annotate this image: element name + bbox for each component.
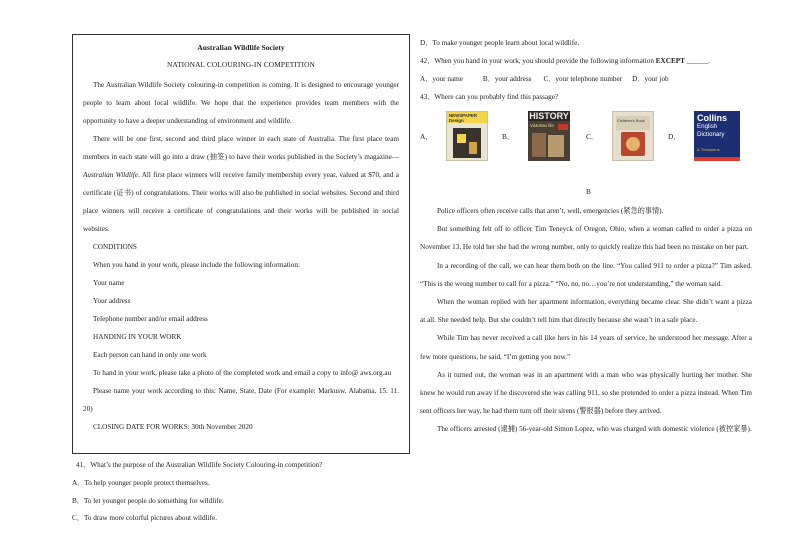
history-magazine-cover-image [528, 111, 570, 161]
passage-b-paragraph-1: Police officers often receive calls that aren’t, well, emergencies (紧急的事情). [437, 207, 664, 215]
question-43-option-b[interactable] [502, 111, 570, 161]
article-paragraph-1: The Australian Wildlife Society colouring-in competition is coming. It is designed to encourage younger people to learn about local wildlife. We hope that the experience provides team members with the opportunity to have a deeper understanding of environment and wildlife. [83, 81, 399, 125]
question-42-option-a[interactable]: A．your name [420, 75, 463, 83]
info-item-name: Your name [93, 279, 125, 287]
cover-d-brand: Collins [697, 113, 728, 123]
info-item-address: Your address [93, 297, 131, 305]
question-42-stem [420, 55, 752, 67]
passage-b-paragraph-4: When the woman replied with her apartment information, everything became clear. She didn’t want a pizza at all. She needed help. But she couldn’t tell him that directly because she wasn’t in a safe place. [420, 298, 752, 325]
section-b-passage [420, 202, 752, 439]
conditions-heading: CONDITIONS [93, 243, 137, 251]
article-subtitle: NATIONAL COLOURING-IN COMPETITION [167, 60, 315, 69]
info-item-contact: Telephone number and/or email address [93, 315, 208, 323]
cover-b-title: HISTORY [529, 111, 569, 121]
handing-heading: HANDING IN YOUR WORK [93, 333, 182, 341]
option-c-label: C． [586, 131, 599, 141]
question-41-option-b[interactable]: B．To let younger people do something for wildlife. [72, 497, 224, 505]
question-43-stem: 43．Where can you probably find this passage? [420, 93, 559, 101]
hand-rule-1: Each person can hand in only one work [93, 351, 207, 359]
cover-b-subtitle: Victorian life [530, 123, 554, 128]
option-d-label: D． [668, 131, 681, 141]
question-43-option-d[interactable] [668, 111, 740, 161]
conditions-intro: When you hand in your work, please include the following information: [93, 261, 300, 269]
section-b-label: B [586, 187, 591, 196]
question-43-image-options [420, 111, 752, 161]
paragraph-2-part-b: . All first place winners will receive family membership every year, valued at $70, and a certificate (证书) of congratulations. Their works will also be published in social websites. Second and third place winners will receive a certificate of congratulations and their works will be published in social websites. [83, 171, 399, 233]
passage-b-paragraph-2: But something felt off to officer Tim Teneyck of Oregon, Ohio, when a woman called to order a pizza on November 13. He told her she had the wrong number, only to quickly realize this had been no mistake on her part. [420, 225, 752, 252]
question-43-option-a[interactable] [420, 111, 488, 161]
magazine-title: Australian Wildlife [83, 171, 138, 179]
option-a-label: A． [420, 131, 433, 141]
q42-stem-a: 42．When you hand in your work, you should provide the following information [420, 57, 656, 65]
question-42-option-b[interactable]: B．your address [482, 75, 532, 83]
passage-b-paragraph-6: As it turned out, the woman was in an apartment with a man who was physically hurting her mother. She knew he would run away if he discovered she was calling 911, so she pretended to order a pizza instead. When Tim sent officers her way, he had them turn off their sirens (警报器) before they arrived. [420, 370, 752, 416]
newspaper-design-cover-image [446, 111, 488, 161]
passage-b-paragraph-7: The officers arrested (逮捕) 56-year-old Simon Lopez, who was charged with domestic violence (被控家暴). [437, 425, 752, 434]
article-paragraph-2 [83, 130, 399, 238]
question-41-option-c[interactable]: C．To draw more colorful pictures about wildlife. [72, 514, 218, 522]
collins-dictionary-cover-image [694, 111, 740, 161]
q42-stem-blank: ______. [684, 57, 711, 65]
closing-date: CLOSING DATE FOR WORKS: 30th November 2020 [93, 423, 253, 431]
passage-b-paragraph-3: In a recording of the call, we can hear them both on the line. “You called 911 to order a pizza?” Tim asked. “This is the wrong number to call for a pizza.” “No, no, no…you’re not understanding,” the woman said. [420, 261, 752, 288]
hand-rule-3: Please name your work according to this: Name, State, Date (For example: Markusw, Alabama, 15. 11. 20) [83, 387, 399, 413]
question-41-option-d[interactable]: D．To make younger people learn about local wildlife. [420, 39, 580, 47]
q42-stem-except: EXCEPT [655, 57, 685, 65]
cover-c-title: Children's Book [617, 118, 645, 123]
question-42-options [420, 73, 681, 85]
cover-d-subtitle: & Thesaurus [697, 147, 720, 152]
childrens-book-cover-image [612, 111, 654, 161]
option-b-label: B． [502, 131, 515, 141]
question-41-stem: 41．What’s the purpose of the Australian Wildlife Society Colouring-in competition? [76, 461, 323, 469]
question-43-option-c[interactable] [586, 111, 654, 161]
paragraph-2-part-a: There will be one first, second and third place winner in each state of Australia. The first place team members in each state will go into a draw (抽签) to have their works published in the Society’s magazine— [83, 135, 399, 161]
cover-a-title: NEWSPAPER Design [449, 113, 477, 123]
question-42-option-c[interactable]: C．your telephone number [543, 75, 623, 83]
hand-rule-2: To hand in your work, please take a photo of the completed work and email a copy to info@ aws.org.au [93, 369, 392, 377]
article-box [72, 34, 410, 454]
passage-b-paragraph-5: While Tim has never received a call like hers in his 14 years of service, he understood her message. After a few more questions, he said, “I’m getting you now.” [420, 334, 752, 361]
question-41-option-a[interactable]: A．To help younger people protect themselves. [72, 479, 210, 487]
cover-d-title: English Dictionary [697, 123, 725, 138]
question-42-option-d[interactable]: D．your job [632, 75, 669, 83]
article-title: Australian Wildlife Society [197, 43, 285, 52]
